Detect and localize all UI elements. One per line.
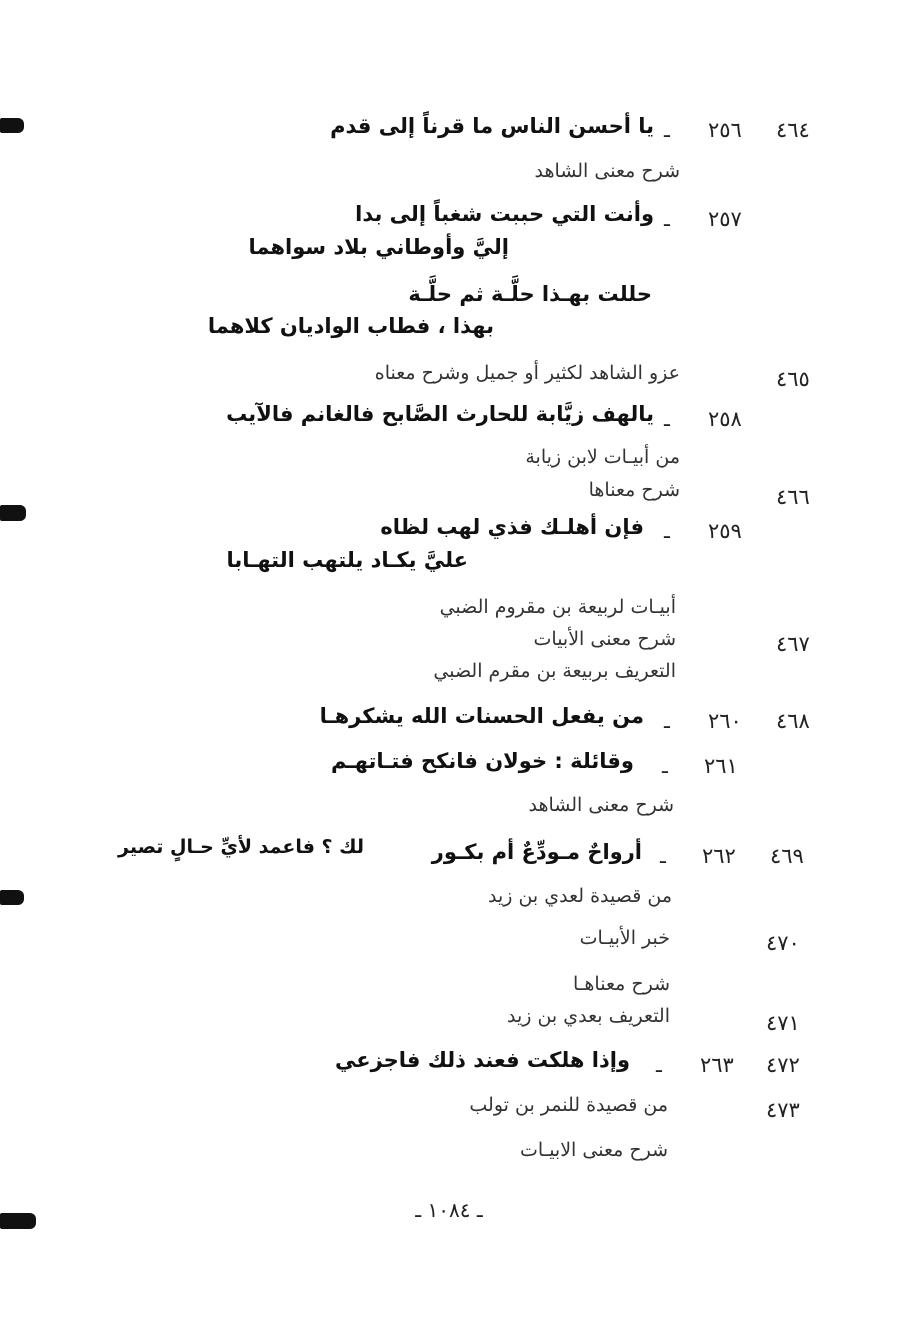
verse-line: من يفعل الحسنات الله يشكرهـا <box>319 704 644 728</box>
verse-number: ٢٦١ <box>704 754 738 778</box>
verse-number: ٢٦٣ <box>700 1053 734 1077</box>
page-ref: ٤٧٢ <box>766 1053 800 1077</box>
page-ref: ٤٧١ <box>766 1011 800 1035</box>
scan-mark <box>0 890 24 905</box>
verse-line: وإذا هلكت فعند ذلك فاجزعي <box>335 1048 630 1072</box>
verse-line: بهذا ، فطاب الواديان كلاهما <box>207 314 494 338</box>
note: شرح معناها <box>588 479 680 501</box>
dash: ـ <box>662 754 668 778</box>
page-ref: ٤٧٣ <box>766 1098 800 1122</box>
verse-hemistich-left: لك ؟ فاعمد لأيِّ حـالٍ تصير <box>118 836 364 858</box>
note: شرح معناهـا <box>573 973 670 995</box>
verse-line: يا أحسن الناس ما قرناً إلى قدم <box>330 114 654 138</box>
dash: ـ <box>664 207 670 231</box>
note: شرح معنى الابيـات <box>519 1139 668 1161</box>
verse-number: ٢٥٩ <box>708 519 742 543</box>
verse-line: إليَّ وأوطاني بلاد سواهما <box>248 235 509 259</box>
verse-line: حللت بهـذا حلَّـة ثم حلَّـة <box>408 282 652 306</box>
note: شرح معنى الأبيات <box>533 628 676 650</box>
dash: ـ <box>664 407 670 431</box>
page-ref: ٤٦٥ <box>776 367 810 391</box>
verse-number: ٢٥٧ <box>708 207 742 231</box>
page-number: ـ ١٠٨٤ ـ <box>415 1198 483 1222</box>
verse-number: ٢٥٨ <box>708 407 742 431</box>
note: التعريف بربيعة بن مقرم الضبي <box>433 660 676 682</box>
note: من أبيـات لابن زيابة <box>525 446 680 468</box>
dash: ـ <box>664 118 670 142</box>
note: شرح معنى الشاهد <box>534 160 680 182</box>
scan-mark <box>0 505 26 521</box>
verse-line: وقائلة : خولان فانكح فتـاتهـم <box>330 749 634 773</box>
verse-line: وأنت التي حببت شغباً إلى بدا <box>355 202 654 226</box>
verse-line: يالهف زيَّابة للحارث الصَّابح فالغانم فالآيب <box>226 402 654 426</box>
verse-number: ٢٥٦ <box>708 118 742 142</box>
page-ref: ٤٧٠ <box>766 931 800 955</box>
note: شرح معنى الشاهد <box>528 794 674 816</box>
verse-line: عليَّ يكـاد يلتهب التهـابا <box>226 548 468 572</box>
note: أبيـات لربيعة بن مقروم الضبي <box>439 596 676 618</box>
verse-hemistich-right: أرواحٌ مـودِّعٌ أم بكـور <box>431 840 642 864</box>
note: التعريف بعدي بن زيد <box>506 1005 670 1027</box>
verse-number: ٢٦٠ <box>708 709 742 733</box>
verse-number: ٢٦٢ <box>702 844 736 868</box>
page-ref: ٤٦٨ <box>776 709 810 733</box>
dash: ـ <box>660 844 666 868</box>
page-ref: ٤٦٤ <box>776 118 810 142</box>
dash: ـ <box>664 519 670 543</box>
page-ref: ٤٦٦ <box>776 485 810 509</box>
dash: ـ <box>656 1053 662 1077</box>
page-ref: ٤٦٩ <box>770 844 804 868</box>
note: من قصيدة لعدي بن زيد <box>487 885 672 907</box>
page-ref: ٤٦٧ <box>776 632 810 656</box>
note: من قصيدة للنمر بن تولب <box>469 1094 668 1116</box>
scan-mark <box>0 118 24 133</box>
note: خبر الأبيـات <box>579 927 670 949</box>
verse-line: فإن أهلـك فذي لهب لظاه <box>380 515 644 539</box>
dash: ـ <box>664 709 670 733</box>
note: عزو الشاهد لكثير أو جميل وشرح معناه <box>374 362 680 384</box>
